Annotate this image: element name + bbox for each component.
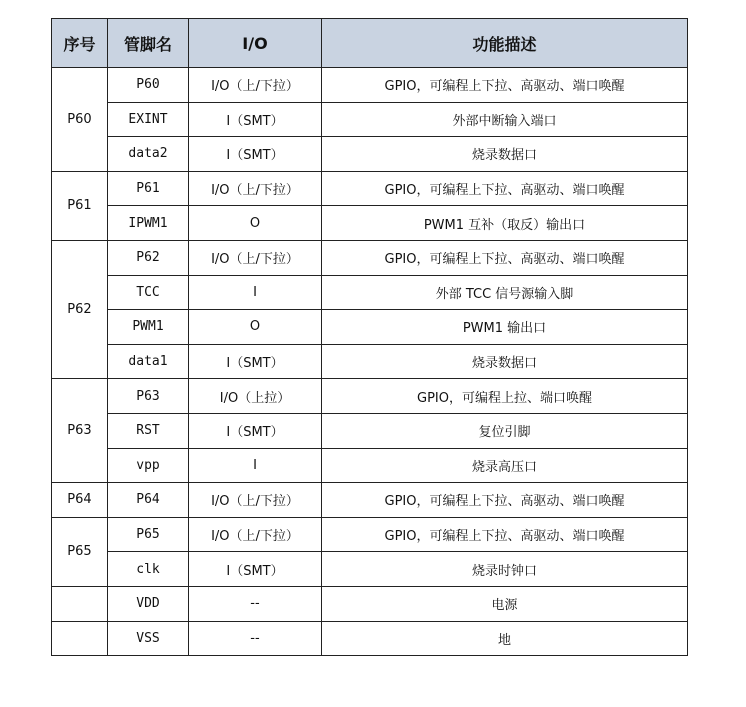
function-desc-cell: 烧录高压口 [322,448,688,483]
table-row [52,344,688,379]
io-type-cell: I（SMT） [189,137,322,172]
table-row [52,448,688,483]
pin-name-cell: data2 [108,137,189,172]
pin-function-table [51,18,688,656]
io-type-cell: I（SMT） [189,344,322,379]
pin-name-cell: vpp [108,448,189,483]
pin-name-cell: RST [108,413,189,448]
function-desc-cell: GPIO，可编程上下拉、高驱动、端口唤醒 [322,68,688,103]
io-type-cell: I [189,275,322,310]
pin-name-cell: VDD [108,586,189,621]
function-desc-cell: 烧录数据口 [322,137,688,172]
pin-name-cell: data1 [108,344,189,379]
function-desc-cell: 外部中断输入端口 [322,102,688,137]
table-row [52,552,688,587]
header-index: 序号 [52,19,108,68]
group-label-cell: P63 [52,379,108,483]
table-row [52,102,688,137]
io-type-cell: I（SMT） [189,552,322,587]
function-desc-cell: PWM1 互补（取反）输出口 [322,206,688,241]
table-row [52,206,688,241]
pin-name-cell: P63 [108,379,189,414]
table-row [52,240,688,275]
table-row [52,379,688,414]
header-row [52,19,688,68]
group-label-cell: P62 [52,240,108,378]
function-desc-cell: 电源 [322,586,688,621]
function-desc-cell: GPIO，可编程上下拉、高驱动、端口唤醒 [322,483,688,518]
pin-name-cell: P62 [108,240,189,275]
io-type-cell: I/O（上/下拉） [189,171,322,206]
table-row [52,413,688,448]
io-type-cell: I/O（上/下拉） [189,240,322,275]
function-desc-cell: GPIO，可编程上下拉、高驱动、端口唤醒 [322,240,688,275]
io-type-cell: I/O（上拉） [189,379,322,414]
pin-name-cell: VSS [108,621,189,656]
io-type-cell: -- [189,586,322,621]
function-desc-cell: GPIO，可编程上下拉、高驱动、端口唤醒 [322,171,688,206]
io-type-cell: O [189,206,322,241]
header-io: I/O [189,19,322,68]
pin-name-cell: P65 [108,517,189,552]
function-desc-cell: 外部 TCC 信号源输入脚 [322,275,688,310]
function-desc-cell: 地 [322,621,688,656]
io-type-cell: I/O（上/下拉） [189,68,322,103]
table-body [52,68,688,656]
function-desc-cell: PWM1 输出口 [322,310,688,345]
table-row [52,68,688,103]
group-label-cell [52,621,108,656]
function-desc-cell: GPIO，可编程上下拉、高驱动、端口唤醒 [322,517,688,552]
io-type-cell: -- [189,621,322,656]
pin-name-cell: P61 [108,171,189,206]
table-row [52,275,688,310]
table-row [52,137,688,172]
pin-name-cell: P64 [108,483,189,518]
pin-name-cell: TCC [108,275,189,310]
function-desc-cell: GPIO，可编程上拉、端口唤醒 [322,379,688,414]
table-row [52,171,688,206]
table-row [52,586,688,621]
io-type-cell: I/O（上/下拉） [189,517,322,552]
table-row [52,517,688,552]
io-type-cell: I（SMT） [189,413,322,448]
io-type-cell: O [189,310,322,345]
table-row [52,483,688,518]
pin-name-cell: EXINT [108,102,189,137]
table-header [52,19,688,68]
pin-name-cell: PWM1 [108,310,189,345]
header-desc: 功能描述 [322,19,688,68]
pin-name-cell: IPWM1 [108,206,189,241]
header-pin: 管脚名 [108,19,189,68]
pin-name-cell: clk [108,552,189,587]
group-label-cell: P65 [52,517,108,586]
function-desc-cell: 烧录时钟口 [322,552,688,587]
group-label-cell: P61 [52,171,108,240]
group-label-cell: P60 [52,68,108,172]
function-desc-cell: 复位引脚 [322,413,688,448]
table-row [52,310,688,345]
function-desc-cell: 烧录数据口 [322,344,688,379]
table-row [52,621,688,656]
pin-name-cell: P60 [108,68,189,103]
io-type-cell: I [189,448,322,483]
group-label-cell [52,586,108,621]
group-label-cell: P64 [52,483,108,518]
io-type-cell: I（SMT） [189,102,322,137]
io-type-cell: I/O（上/下拉） [189,483,322,518]
